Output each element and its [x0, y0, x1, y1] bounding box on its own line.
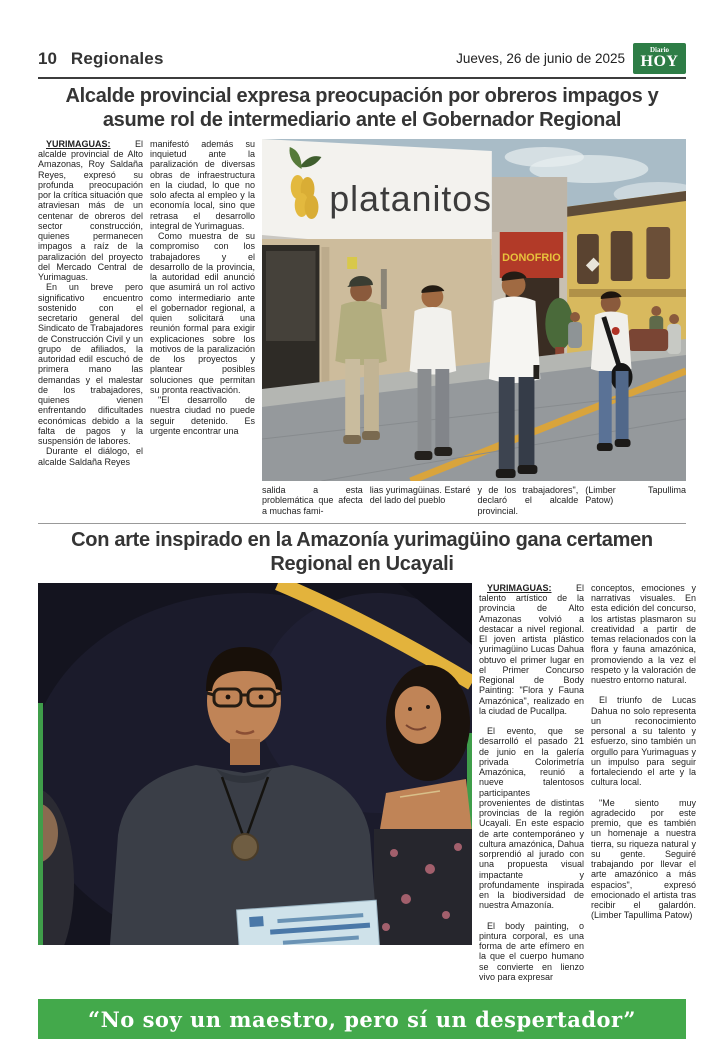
paragraph [38, 139, 143, 283]
article2-headline: Con arte inspirado en la Amazonía yurimagüino gana certamen Regional en Ucayali [71, 529, 653, 576]
header-rule [38, 77, 686, 79]
article1-headline: Alcalde provincial expresa preocupación por obreros impagos y asume rol de intermediario ante el Gobernador Regional [65, 85, 659, 132]
dateline: YURIMAGUAS: [46, 138, 111, 149]
donofrio-sign-text: DONOFRIO [502, 251, 561, 264]
article1-column2 [150, 139, 255, 516]
paragraph: "Me siento muy agradecido por este premio, que es también un homenaje a nuestra tierra, su riqueza natural y su gente. Seguiré trabajando por llevar el arte amazónico a más espacios", expresó emocionado el artista tras recibir el galardón. (Limber Tapullima Patow) [591, 797, 696, 921]
woman-figure [374, 665, 472, 945]
paragraph: manifestó además su inquietud ante la paralización de diversas obras de infraestructura en la ciudad, lo que no solo afecta al empleo y la economía local, sino que retrasa el desarrollo integral de Yurimaguas. [150, 138, 255, 231]
logo-main-text: HOY [640, 53, 679, 70]
article1-photo-area [262, 139, 686, 516]
article2-column1 [479, 583, 584, 992]
article1-photo [262, 139, 686, 481]
street-scene-photo [262, 139, 686, 481]
dateline: YURIMAGUAS: [487, 582, 552, 593]
newspaper-page [38, 42, 696, 1039]
paragraph: conceptos, emociones y narrativas visuales. En esta edición del concurso, los artistas plasmaron su creatividad a partir de temas relacionados con la flora y fauna amazónica, promoviendo a la vez el respeto y la valoración de nuestro entorno natural. [591, 582, 696, 686]
paragraph-text: El alcalde provincial de Alto Amazonas, Roy Saldaña Reyes, expresó su profunda preocupación por la crítica situación que atraviesan más de un centenar de obreros del sector construcción, quienes permanecen impagos a raíz de la paralización del proyecto del Mercado Central de Yurimaguas. [38, 138, 143, 283]
logo-top-text: Diario [649, 46, 670, 54]
paragraph: Durante el diálogo, el alcalde Saldaña Reyes [38, 446, 143, 467]
page-number: 10 [38, 48, 57, 68]
paragraph [479, 583, 584, 716]
paragraph: "El desarrollo de nuestra ciudad no puede seguir detenido. Es urgente encontrar una [150, 395, 255, 436]
continuation-column: lias yurimagüinas. Estaré del lado del pueblo [369, 484, 471, 506]
article1-continuation-row [262, 485, 686, 516]
award-winner-photo [38, 583, 472, 945]
platanitos-sign-text: platanitos [329, 178, 492, 219]
paragraph: El evento, que se desarrolló el pasado 21 de junio en la galería privada Colorimetría Amazónica, reunió a nueve talentosos participantes provenientes de distintas provincias de la región Ucayali. En este espacio de arte contemporáneo y cultura amazónica, Dahua sorprendió al jurado con una propuesta visual impactante y profundamente inspirada en la biodiversidad de nuestra Amazonía. [479, 726, 584, 911]
paragraph: El body painting, o pintura corporal, es una forma de arte efímero en la que el cuerpo humano se convierte en lienzo vivo para expresar [479, 920, 584, 982]
quote-banner [38, 999, 686, 1039]
paragraph: En un breve pero significativo encuentro sostenido con el secretario general del Sindicato de Trabajadores de Construcción Civil y un grupo de afiliados, la autoridad edil escuchó de primera mano las demandas y el malestar de los trabajadores, quienes vienen enfrentando dificultades económicas debido a la falta de pagos y la suspensión de labores. [38, 282, 143, 447]
article2-photo [38, 583, 472, 945]
article2-body [38, 582, 696, 992]
article2-column2 [591, 583, 696, 992]
photo-credit: (Limber Tapullima Patow) [585, 484, 686, 506]
diario-hoy-logo [633, 43, 686, 74]
paragraph-text: El talento artístico de la provincia de Alto Amazonas volvió a destacar a nivel regional. El joven artista plástico yurimagüino Lucas Dahua obtuvo el primer lugar en el Primer Concurso Regional de Body Painting: "Flora y Fauna Amazónica", realizado en la ciudad de Pucallpa. [479, 582, 584, 716]
issue-date: Jueves, 26 de junio de 2025 [456, 51, 625, 66]
paragraph: El triunfo de Lucas Dahua no solo representa un reconocimiento personal a su talento y esfuerzo, sino también un orgullo para Yurimaguas y un impulso para seguir fortaleciendo el arte y la cultura local. [591, 695, 696, 788]
article-divider [38, 523, 686, 524]
page-header [38, 42, 686, 75]
paragraph: Como muestra de su compromiso con los trabajadores y el desarrollo de la provincia, la autoridad edil anunció que asumirá un rol activo como intermediario ante el gobernador regional, a quien solicitará una reunión formal para exigir explicaciones sobre los motivos de la paralización de los proyectos y plantear posibles soluciones que permitan su pronta reactivación. [150, 231, 255, 395]
continuation-column: y de los trabajadores", declaró el alcalde provincial. [477, 484, 579, 516]
continuation-column: salida a esta problemática que afecta a muchas fami- [262, 484, 363, 516]
quote-text: “No soy un maestro, pero sí un despertador” [88, 1006, 636, 1032]
article1-body [38, 139, 686, 516]
article1-column1 [38, 139, 143, 516]
section-title: Regionales [70, 48, 164, 68]
